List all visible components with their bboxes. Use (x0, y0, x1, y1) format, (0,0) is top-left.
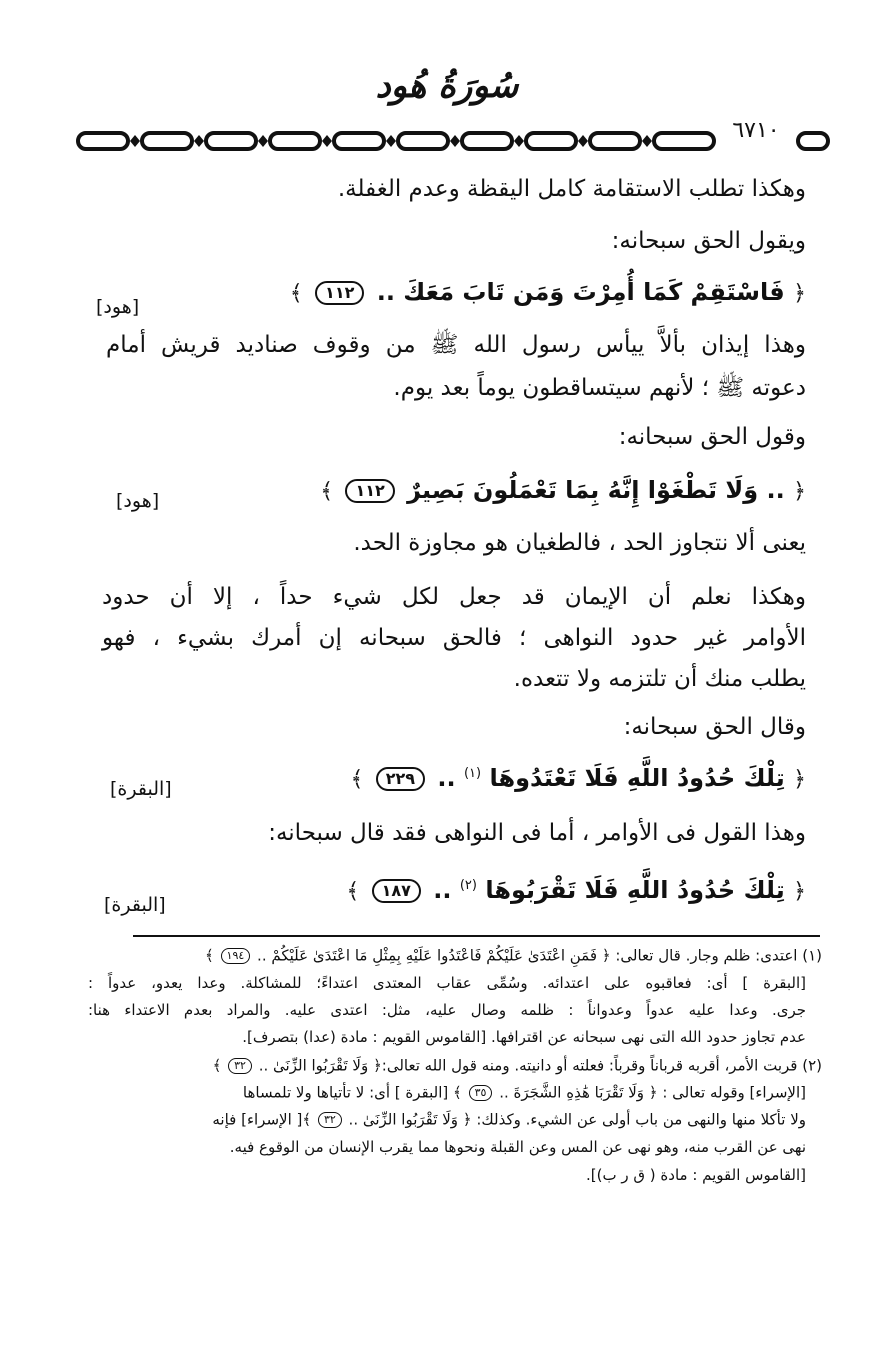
page-number: ٦٧١٠ (732, 118, 780, 143)
verse-dots: .. (433, 876, 452, 904)
ornament-end-icon (796, 124, 830, 158)
footnote-line (205, 948, 822, 964)
footnote-text: ولا تأكلا منها والنهى من باب أولى عن الشيء. وكذلك: ﴿ وَلَا تَقْرَبُوا الزِّنَىٰ .. (348, 1110, 806, 1129)
surah-reference: [هود] (96, 296, 140, 318)
verse-dots: .. (437, 764, 456, 792)
ayah-number: ٣٢ (318, 1112, 342, 1128)
verse-intro: وقال الحق سبحانه: (623, 714, 806, 740)
footnote-line: [القاموس القويم : مادة ( ق ر ب)]. (586, 1166, 806, 1184)
paragraph-line: يعنى ألا نتجاوز الحد ، فالطغيان هو مجاوزة الحد. (353, 530, 806, 556)
verse-open-bracket: ﴿ (793, 479, 806, 504)
footnote-text: ﴾ (204, 946, 214, 965)
ayah-number: ٣٥ (469, 1085, 493, 1101)
ayah-number: ١١٢ (345, 479, 394, 503)
footnote-text: (١) اعتدى: ظلم وجار. قال تعالى: ﴿ فَمَنِ اعْتَدَىٰ عَلَيْكُمْ فَاعْتَدُوا عَلَيْهِ بِمِثْلِ مَا اعْتَدَىٰ عَلَيْكُمْ .. (257, 946, 822, 965)
paragraph-line: دعوته ﷺ ؛ لأنهم سيتساقطون يوماً بعد يوم. (393, 375, 806, 401)
paragraph-line: وهكذا تطلب الاستقامة كامل اليقظة وعدم الغفلة. (337, 176, 806, 202)
footnote-line: [البقرة ] أى: فعاقبوه على اعتدائه. وسُمِّى عقاب المعتدى اعتداءً؛ للمشاكلة. وعدا يعدو، عدواً : (88, 974, 806, 992)
footnote-divider (133, 935, 820, 937)
ayah-number: ٣٢ (228, 1058, 252, 1074)
ayah-number: ١١٢ (315, 281, 364, 305)
verse-close-bracket: ﴾ (289, 281, 303, 306)
verse-text: تِلْكَ حُدُودُ اللَّهِ فَلَا تَعْتَدُوهَا (489, 764, 785, 792)
paragraph-line: الأوامر غير حدود النواهى ؛ فالحق سبحانه إن أمرك بشيء ، فهو (102, 625, 806, 651)
footnote-line: نهى عن القرب منه، وهو نهى عن المس وعن القبلة ونحوها مما يقرب الإنسان من الوقوع فيه. (229, 1138, 806, 1156)
footnote-line (212, 1112, 806, 1128)
verse-open-bracket: ﴿ (793, 767, 806, 792)
quran-verse (346, 876, 806, 904)
ornamental-header-border (74, 124, 719, 158)
verse-close-bracket: ﴾ (350, 767, 364, 792)
paragraph-line: وهذا القول فى الأوامر ، أما فى النواهى فقد قال سبحانه: (268, 820, 806, 846)
footnote-marker[interactable]: (١) (463, 766, 482, 781)
surah-reference: [البقرة] (110, 778, 172, 800)
verse-text: .. وَلَا تَطْغَوْا إِنَّهُ بِمَا تَعْمَلُونَ بَصِيرٌ (407, 476, 785, 504)
verse-intro: ويقول الحق سبحانه: (611, 228, 806, 254)
verse-text: فَاسْتَقِمْ كَمَا أُمِرْتَ وَمَن تَابَ مَعَكَ .. (376, 278, 785, 306)
quran-verse (320, 476, 806, 504)
surah-reference: [هود] (116, 490, 160, 512)
ayah-number: ٢٢٩ (376, 767, 425, 791)
surah-title: سُورَةُ هُود (375, 66, 519, 106)
verse-text: تِلْكَ حُدُودُ اللَّهِ فَلَا تَقْرَبُوهَا (485, 876, 785, 904)
paragraph-line: يطلب منك أن تلتزمه ولا تتعده. (513, 666, 806, 692)
footnote-text: ﴾ [البقرة ] أى: لا تأتياها ولا تلمساها (242, 1083, 462, 1102)
verse-open-bracket: ﴿ (793, 281, 806, 306)
verse-open-bracket: ﴿ (793, 879, 806, 904)
footnote-line: عدم تجاوز حدود الله التى نهى سبحانه عن اقترافها. [القاموس القويم : مادة (عدا) بتصرف]. (242, 1028, 806, 1046)
footnote-text: (٢) قربت الأمر، أقربه قرباناً وقرباً: فعلته أو دانيته. ومنه قول الله تعالى:﴿ وَلَا تَقْرَبُوا الزِّنَىٰ .. (258, 1056, 822, 1075)
footnote-text: [الإسراء] وقوله تعالى : ﴿ وَلَا تَقْرَبَا هَٰذِهِ الشَّجَرَةَ .. (499, 1083, 806, 1102)
footnote-line: جرى. وعدا عليه عدواً وعدواناً : ظلمه وصال عليه، مثل: اعتدى عليه. والمراد بعدم الاعتداء هنا: (88, 1001, 806, 1019)
footnote-marker[interactable]: (٢) (459, 878, 477, 893)
footnote-text: ﴾ (212, 1056, 222, 1075)
ayah-number: ١٨٧ (372, 879, 421, 903)
surah-reference: [البقرة] (104, 894, 166, 916)
verse-intro: وقول الحق سبحانه: (618, 424, 806, 450)
footnote-line (243, 1085, 806, 1101)
verse-close-bracket: ﴾ (320, 479, 334, 504)
footnote-text: ﴾[ الإسراء] فإنه (212, 1110, 312, 1129)
paragraph-line: وهذا إيذان بألاَّ ييأس رسول الله ﷺ من وقوف صناديد قريش أمام (106, 332, 806, 358)
verse-close-bracket: ﴾ (346, 879, 360, 904)
footnote-line (213, 1058, 822, 1074)
paragraph-line: وهكذا نعلم أن الإيمان قد جعل لكل شيء حداً ، إلا أن حدود (102, 584, 806, 610)
quran-verse (350, 764, 806, 792)
ayah-number: ١٩٤ (221, 948, 251, 964)
quran-verse (290, 278, 806, 306)
